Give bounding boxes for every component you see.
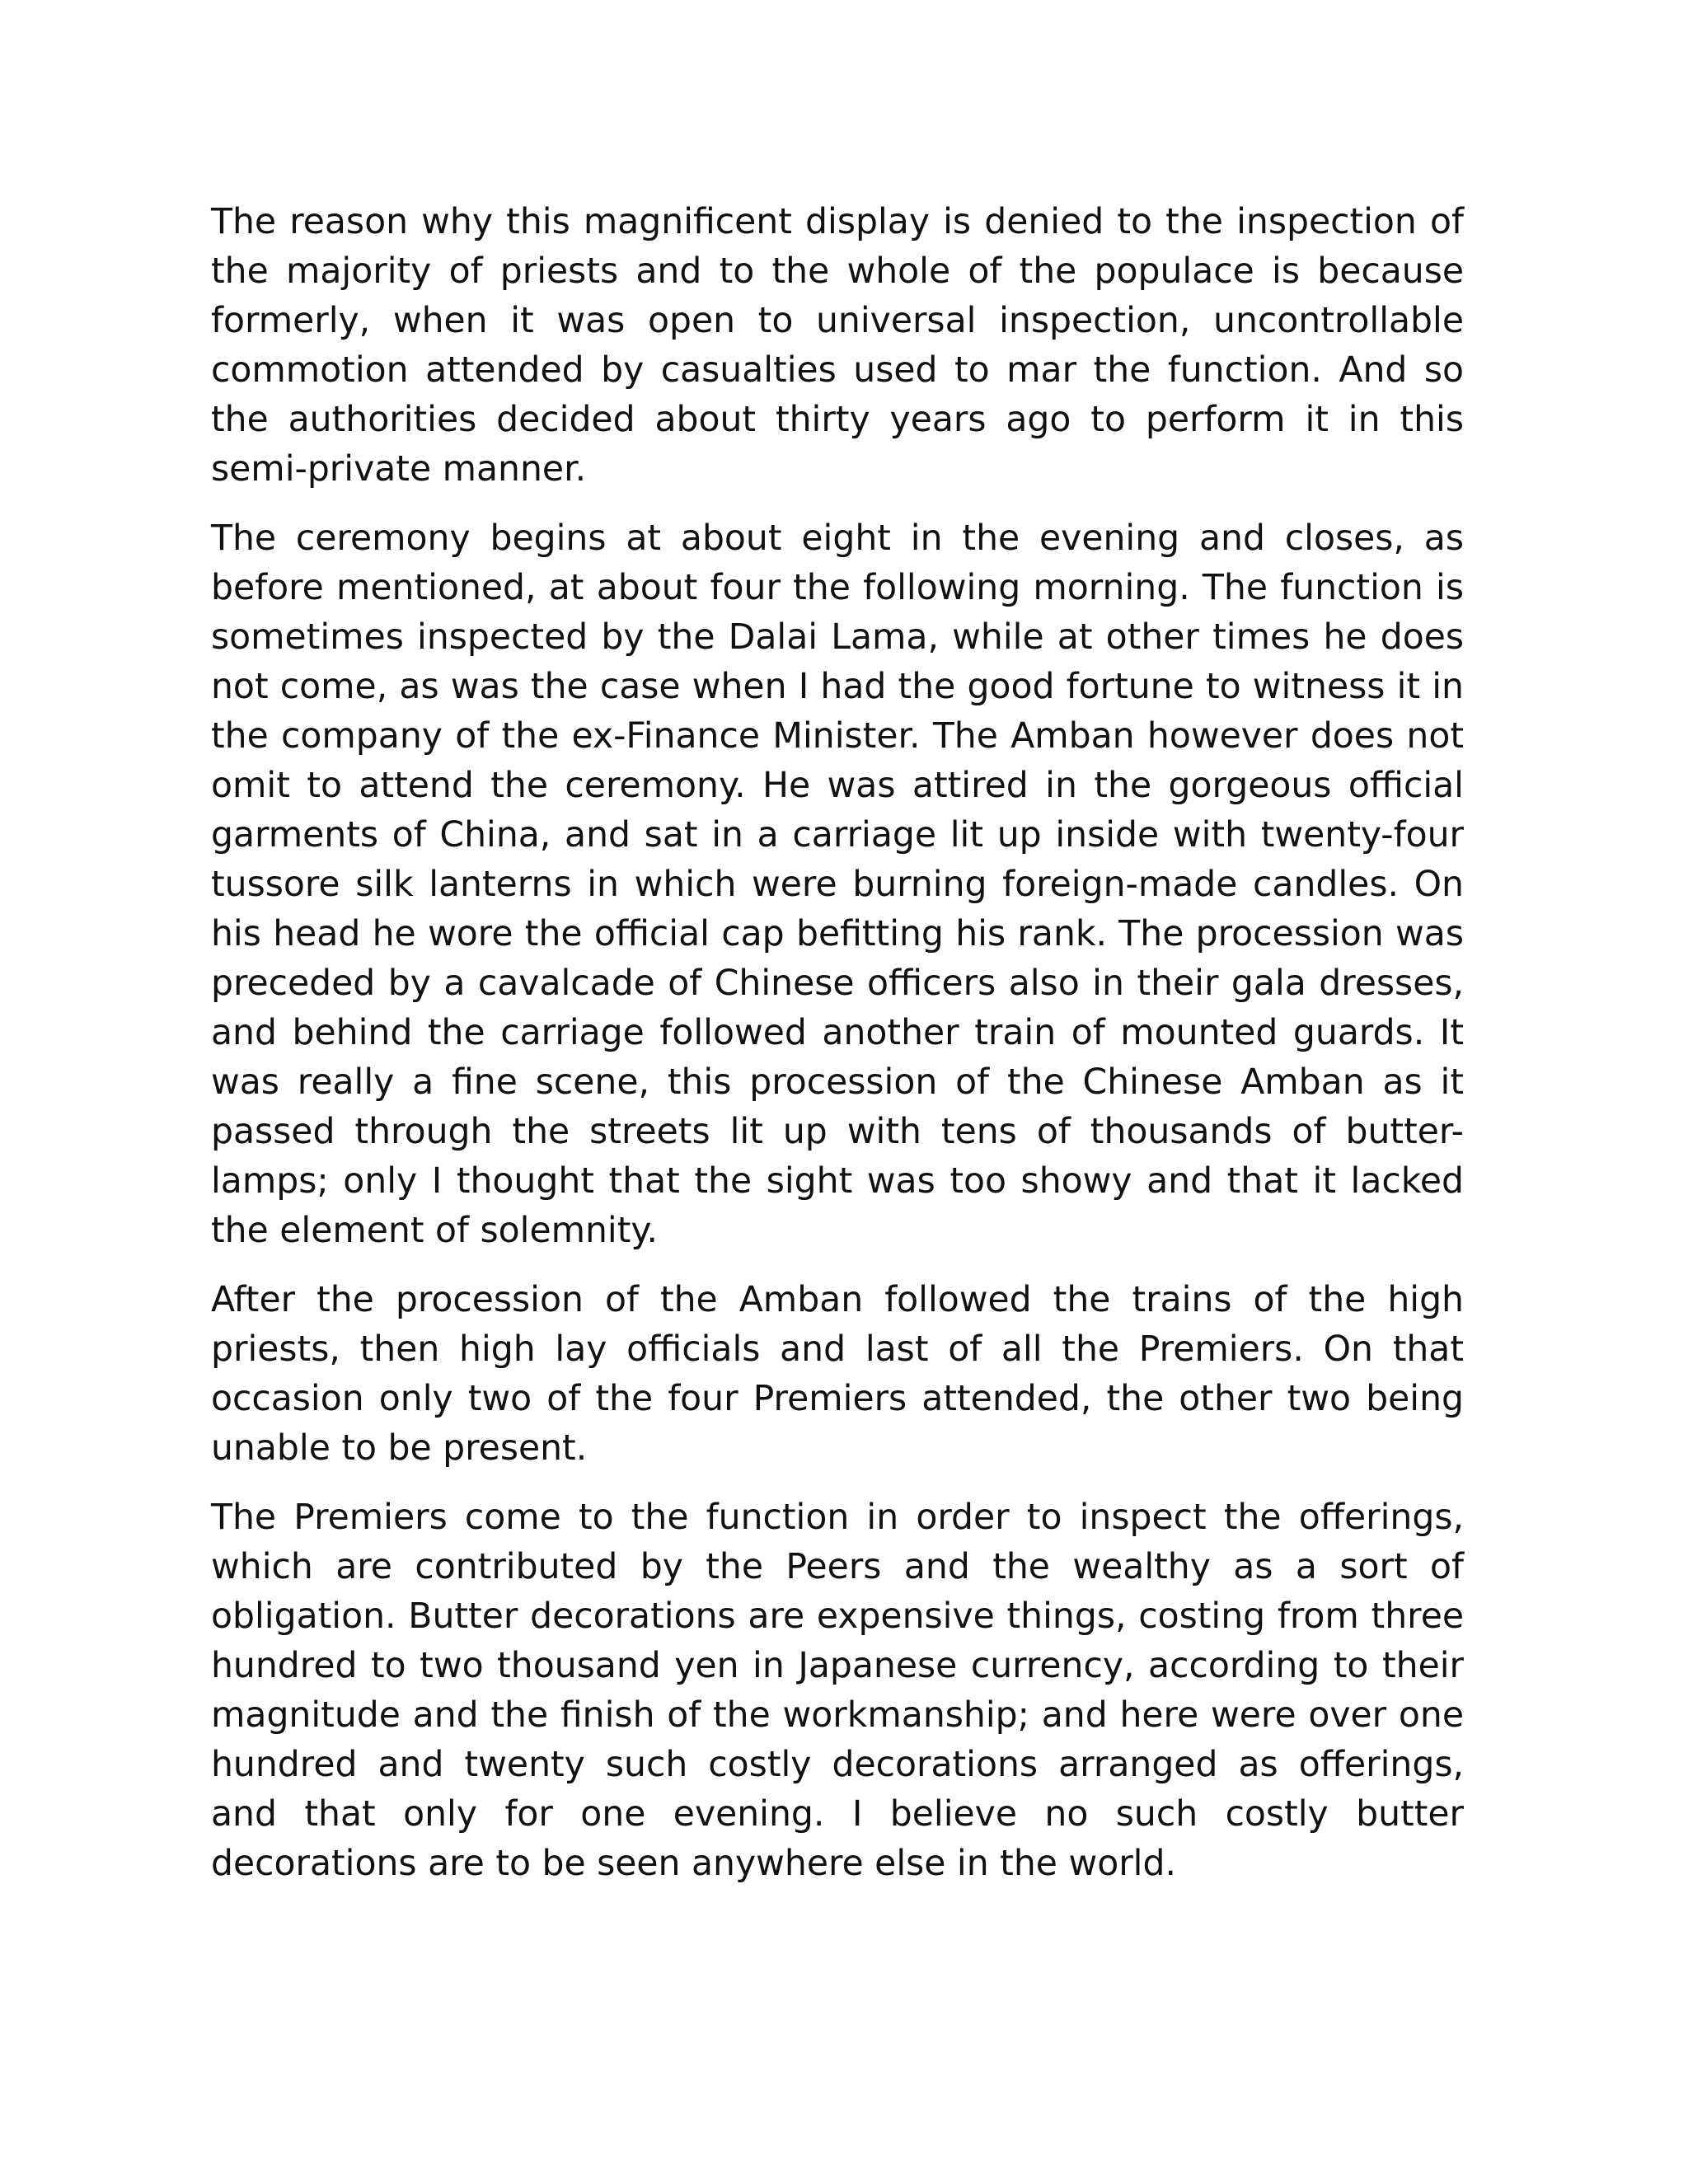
- document-page: [211, 198, 1464, 1909]
- paragraph-4: The Premiers come to the function in order to inspect the offerings, which are contributed by the Peers and the wealthy as a sort of obligation. Butter decorations are expensive things, costing from three hundred to two thousand yen in Japanese currency, according to their magnitude and the finish of the workmanship; and here were over one hundred and twenty such costly decorations arranged as offerings, and that only for one evening. I believe no such costly butter decorations are to be seen anywhere else in the world.: [211, 1497, 1464, 1884]
- paragraph-2: The ceremony begins at about eight in the evening and closes, as before mentioned, at about four the following morning. The function is sometimes inspected by the Dalai Lama, while at other times he does not come, as was the case when I had the good fortune to witness it in the company of the ex-Finance Minister. The Amban however does not omit to attend the ceremony. He was attired in the gorgeous official garments of China, and sat in a carriage lit up inside with twenty-four tussore silk lanterns in which were burning foreign-made candles. On his head he wore the official cap befitting his rank. The procession was preceded by a cavalcade of Chinese officers also in their gala dresses, and behind the carriage followed another train of mounted guards. It was really a fine scene, this procession of the Chinese Amban as it passed through the streets lit up with tens of thousands of butter-lamps; only I thought that the sight was too showy and that it lacked the element of solemnity.: [211, 518, 1464, 1251]
- paragraph-3: After the procession of the Amban followed the trains of the high priests, then high lay officials and last of all the Premiers. On that occasion only two of the four Premiers attended, the other two being unable to be present.: [211, 1280, 1464, 1469]
- paragraph-1: The reason why this magnificent display is denied to the inspection of the majority of priests and to the whole of the populace is because formerly, when it was open to universal inspection, uncontrollable commotion attended by casualties used to mar the function. And so the authorities decided about thirty years ago to perform it in this semi-private manner.: [211, 202, 1464, 490]
